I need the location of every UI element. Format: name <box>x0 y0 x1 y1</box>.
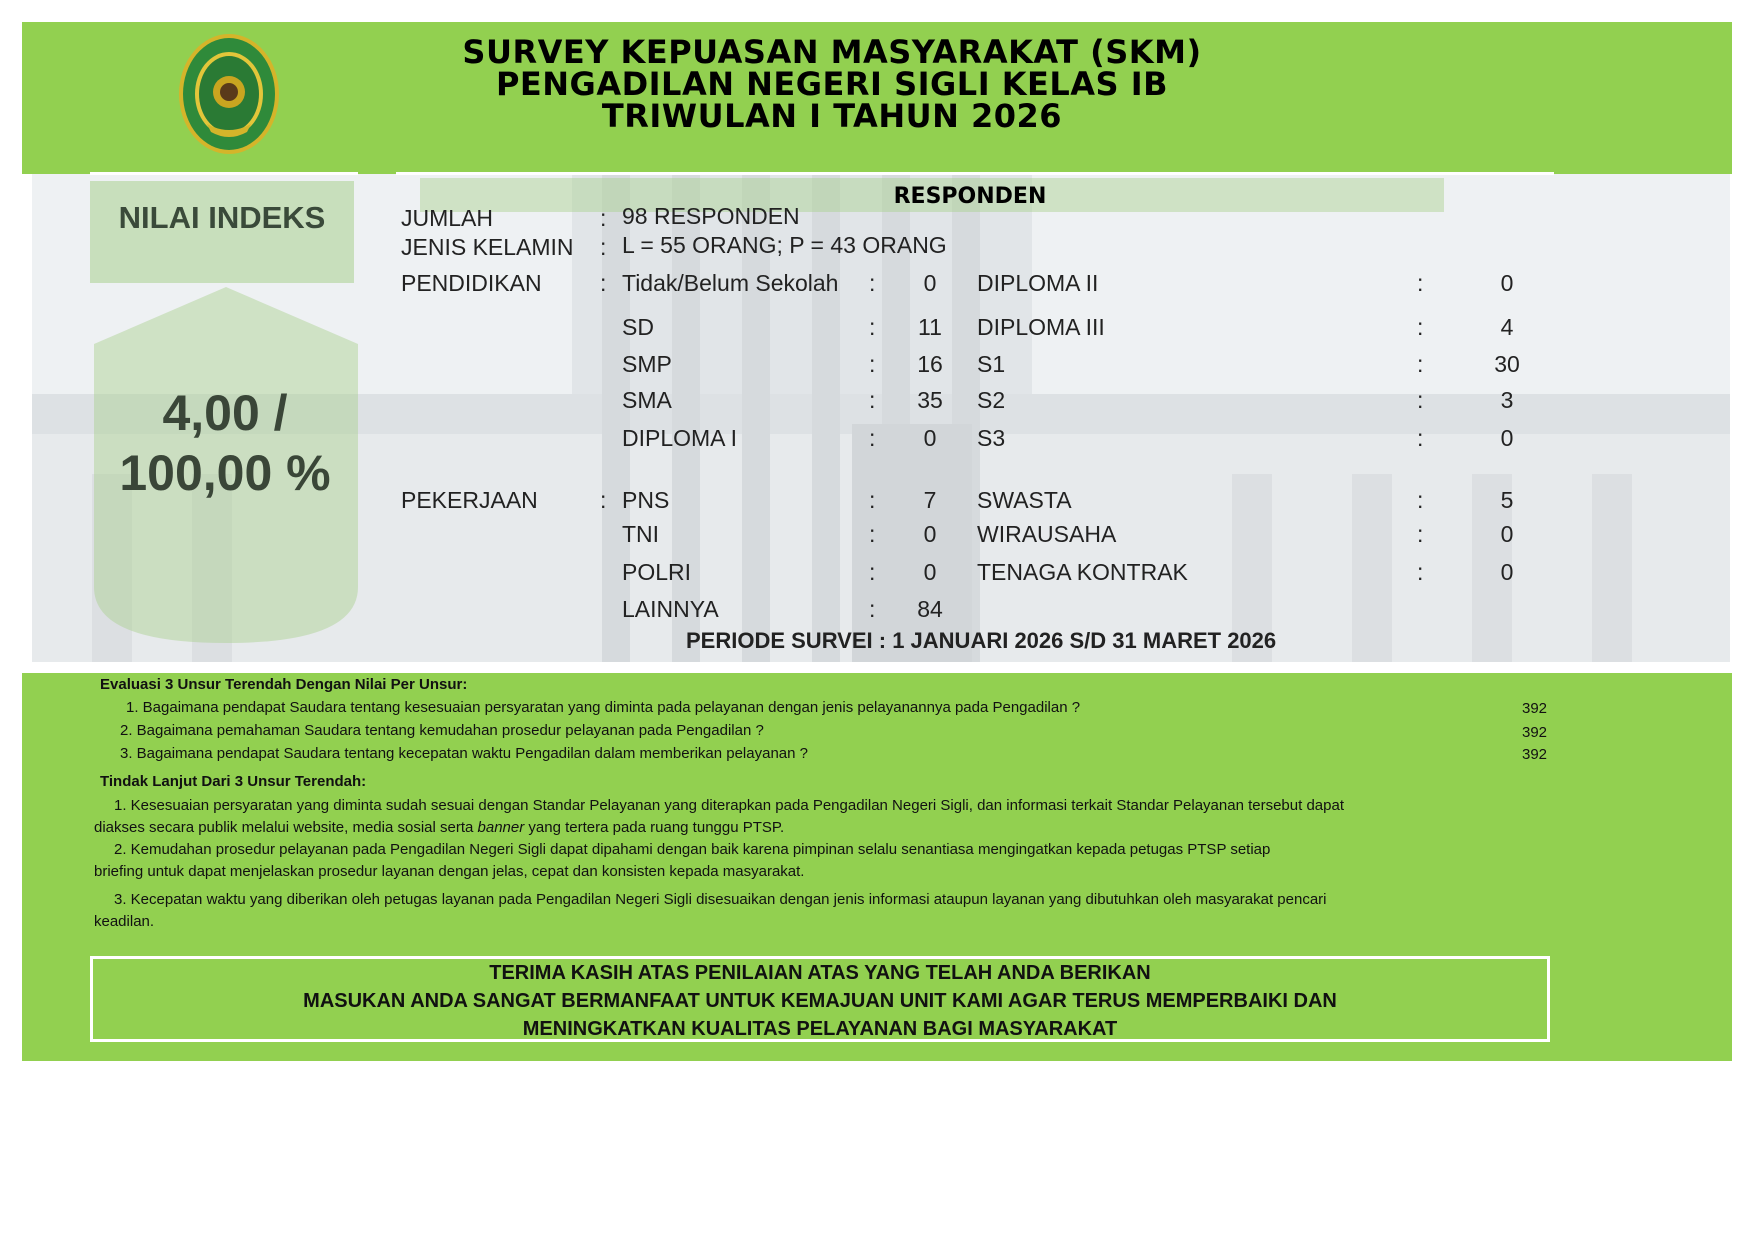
jumlah-value: 98 RESPONDEN <box>622 203 800 229</box>
followup-item-2-line-1: 2. Kemudahan prosedur pelayanan pada Pengadilan Negeri Sigli dapat dipahami dengan baik karena pimpinan selalu senantiasa mengingatkan kepada petugas PTSP setiap <box>114 841 1271 858</box>
edu-left-colon: : <box>869 314 876 340</box>
edu-left-colon: : <box>869 425 876 451</box>
job-left-value: 7 <box>923 487 937 513</box>
edu-right-label: S2 <box>977 387 1006 413</box>
job-right-colon: : <box>1417 487 1424 513</box>
job-left-label: LAINNYA <box>622 596 719 622</box>
respondent-title: RESPONDEN <box>893 184 1047 209</box>
followup-item-3-line-1: 3. Kecepatan waktu yang diberikan oleh petugas layanan pada Pengadilan Negeri Sigli disesuaikan dengan jenis informasi ataupun layanan yang dibutuhkan oleh masyarakat pencari <box>114 891 1327 908</box>
edu-right-value: 4 <box>1500 314 1514 340</box>
evaluation-item: 3. Bagaimana pendapat Saudara tentang kecepatan waktu Pengadilan dalam memberikan pelayanan ? <box>120 745 808 762</box>
job-right-colon: : <box>1417 521 1424 547</box>
edu-right-label: DIPLOMA II <box>977 270 1099 296</box>
survey-period: PERIODE SURVEI : 1 JANUARI 2026 S/D 31 MARET 2026 <box>686 628 1277 653</box>
edu-right-colon: : <box>1417 425 1424 451</box>
job-left-colon: : <box>869 559 876 585</box>
edu-left-colon: : <box>869 351 876 377</box>
followup-item-1-text-post: yang tertera pada ruang tunggu PTSP. <box>524 819 785 836</box>
page-title <box>372 33 1292 135</box>
edu-right-colon: : <box>1417 270 1424 296</box>
edu-right-value: 3 <box>1500 387 1514 413</box>
edu-left-label: SMA <box>622 387 672 413</box>
job-right-label: SWASTA <box>977 487 1072 513</box>
followup-heading: Tindak Lanjut Dari 3 Unsur Terendah: <box>100 773 367 790</box>
index-value-line-2: 100,00 % <box>119 445 331 501</box>
job-right-value: 5 <box>1500 487 1514 513</box>
job-left-label: POLRI <box>622 559 692 585</box>
job-right-colon: : <box>1417 559 1424 585</box>
edu-left-value: 0 <box>923 270 937 296</box>
job-label: PEKERJAAN <box>401 487 538 513</box>
followup-item-1-line-2 <box>94 819 784 836</box>
education-label: PENDIDIKAN <box>401 270 542 296</box>
index-value <box>90 383 360 503</box>
edu-left-colon: : <box>869 387 876 413</box>
education-colon: : <box>600 270 607 296</box>
respondent-top-divider <box>396 172 1554 175</box>
job-left-colon: : <box>869 521 876 547</box>
edu-right-label: DIPLOMA III <box>977 314 1105 340</box>
edu-left-label: Tidak/Belum Sekolah <box>622 270 839 296</box>
evaluation-score: 392 <box>1522 700 1548 717</box>
title-line-2: PENGADILAN NEGERI SIGLI KELAS IB <box>495 65 1169 103</box>
title-line-1: SURVEY KEPUASAN MASYARAKAT (SKM) <box>462 33 1202 71</box>
job-left-colon: : <box>869 487 876 513</box>
job-left-value: 0 <box>923 521 937 547</box>
gender-label: JENIS KELAMIN <box>401 234 574 260</box>
gender-value: L = 55 ORANG; P = 43 ORANG <box>622 232 947 258</box>
followup-item-1-text-pre: diakses secara publik melalui website, media sosial serta <box>94 819 478 836</box>
edu-left-label: DIPLOMA I <box>622 425 738 451</box>
edu-right-colon: : <box>1417 351 1424 377</box>
thank-you-box <box>90 956 1550 1042</box>
jumlah-label: JUMLAH <box>401 205 494 231</box>
jumlah-colon: : <box>600 205 607 231</box>
title-line-3: TRIWULAN I TAHUN 2026 <box>601 97 1063 135</box>
edu-left-colon: : <box>869 270 876 296</box>
job-left-value: 84 <box>917 596 943 622</box>
index-top-divider <box>90 172 358 175</box>
job-right-label: TENAGA KONTRAK <box>977 559 1188 585</box>
index-value-line-1: 4,00 / <box>162 385 288 441</box>
evaluation-item: 1. Bagaimana pendapat Saudara tentang kesesuaian persyaratan yang diminta pada pelayanan dengan jenis pelayanannya pada Pengadilan ? <box>126 699 1081 716</box>
edu-left-value: 16 <box>917 351 943 377</box>
followup-item-3-line-2: keadilan. <box>94 913 155 930</box>
evaluation-item: 2. Bagaimana pemahaman Saudara tentang kemudahan prosedur pelayanan pada Pengadilan ? <box>120 722 764 739</box>
thanks-line-2: MASUKAN ANDA SANGAT BERMANFAAT UNTUK KEMAJUAN UNIT KAMI AGAR TERUS MEMPERBAIKI DAN <box>303 990 1337 1012</box>
edu-right-value: 0 <box>1500 425 1514 451</box>
edu-left-value: 11 <box>918 314 942 340</box>
header-banner <box>22 22 1732 174</box>
edu-right-colon: : <box>1417 314 1424 340</box>
evaluation-score: 392 <box>1522 746 1548 763</box>
job-left-colon: : <box>869 596 876 622</box>
evaluation-score: 392 <box>1522 724 1548 741</box>
edu-right-value: 30 <box>1494 351 1520 377</box>
job-right-value: 0 <box>1500 559 1514 585</box>
followup-item-2-line-2: briefing untuk dapat menjelaskan prosedur layanan dengan jelas, cepat dan konsisten kepada masyarakat. <box>94 863 805 880</box>
edu-right-value: 0 <box>1500 270 1514 296</box>
edu-left-label: SD <box>622 314 654 340</box>
followup-item-1-text-em: banner <box>477 819 525 836</box>
edu-left-value: 0 <box>923 425 937 451</box>
edu-left-label: SMP <box>622 351 672 377</box>
court-logo <box>177 32 282 157</box>
index-label: NILAI INDEKS <box>118 200 326 235</box>
job-right-label: WIRAUSAHA <box>977 521 1117 547</box>
edu-left-value: 35 <box>917 387 943 413</box>
edu-right-label: S1 <box>977 351 1006 377</box>
evaluation-heading: Evaluasi 3 Unsur Terendah Dengan Nilai Per Unsur: <box>100 676 468 693</box>
followup-item-1-line-1: 1. Kesesuaian persyaratan yang diminta sudah sesuai dengan Standar Pelayanan yang diterapkan pada Pengadilan Negeri Sigli, dan informasi terkait Standar Pelayanan tersebut dapat <box>114 797 1344 814</box>
job-left-label: PNS <box>622 487 670 513</box>
edu-right-label: S3 <box>977 425 1006 451</box>
job-colon: : <box>600 487 607 513</box>
edu-right-colon: : <box>1417 387 1424 413</box>
job-left-label: TNI <box>622 521 660 547</box>
thanks-line-1: TERIMA KASIH ATAS PENILAIAN ATAS YANG TELAH ANDA BERIKAN <box>489 962 1151 984</box>
gender-colon: : <box>600 234 607 260</box>
job-left-value: 0 <box>923 559 937 585</box>
thanks-line-3: MENINGKATKAN KUALITAS PELAYANAN BAGI MASYARAKAT <box>522 1018 1118 1040</box>
job-right-value: 0 <box>1500 521 1514 547</box>
